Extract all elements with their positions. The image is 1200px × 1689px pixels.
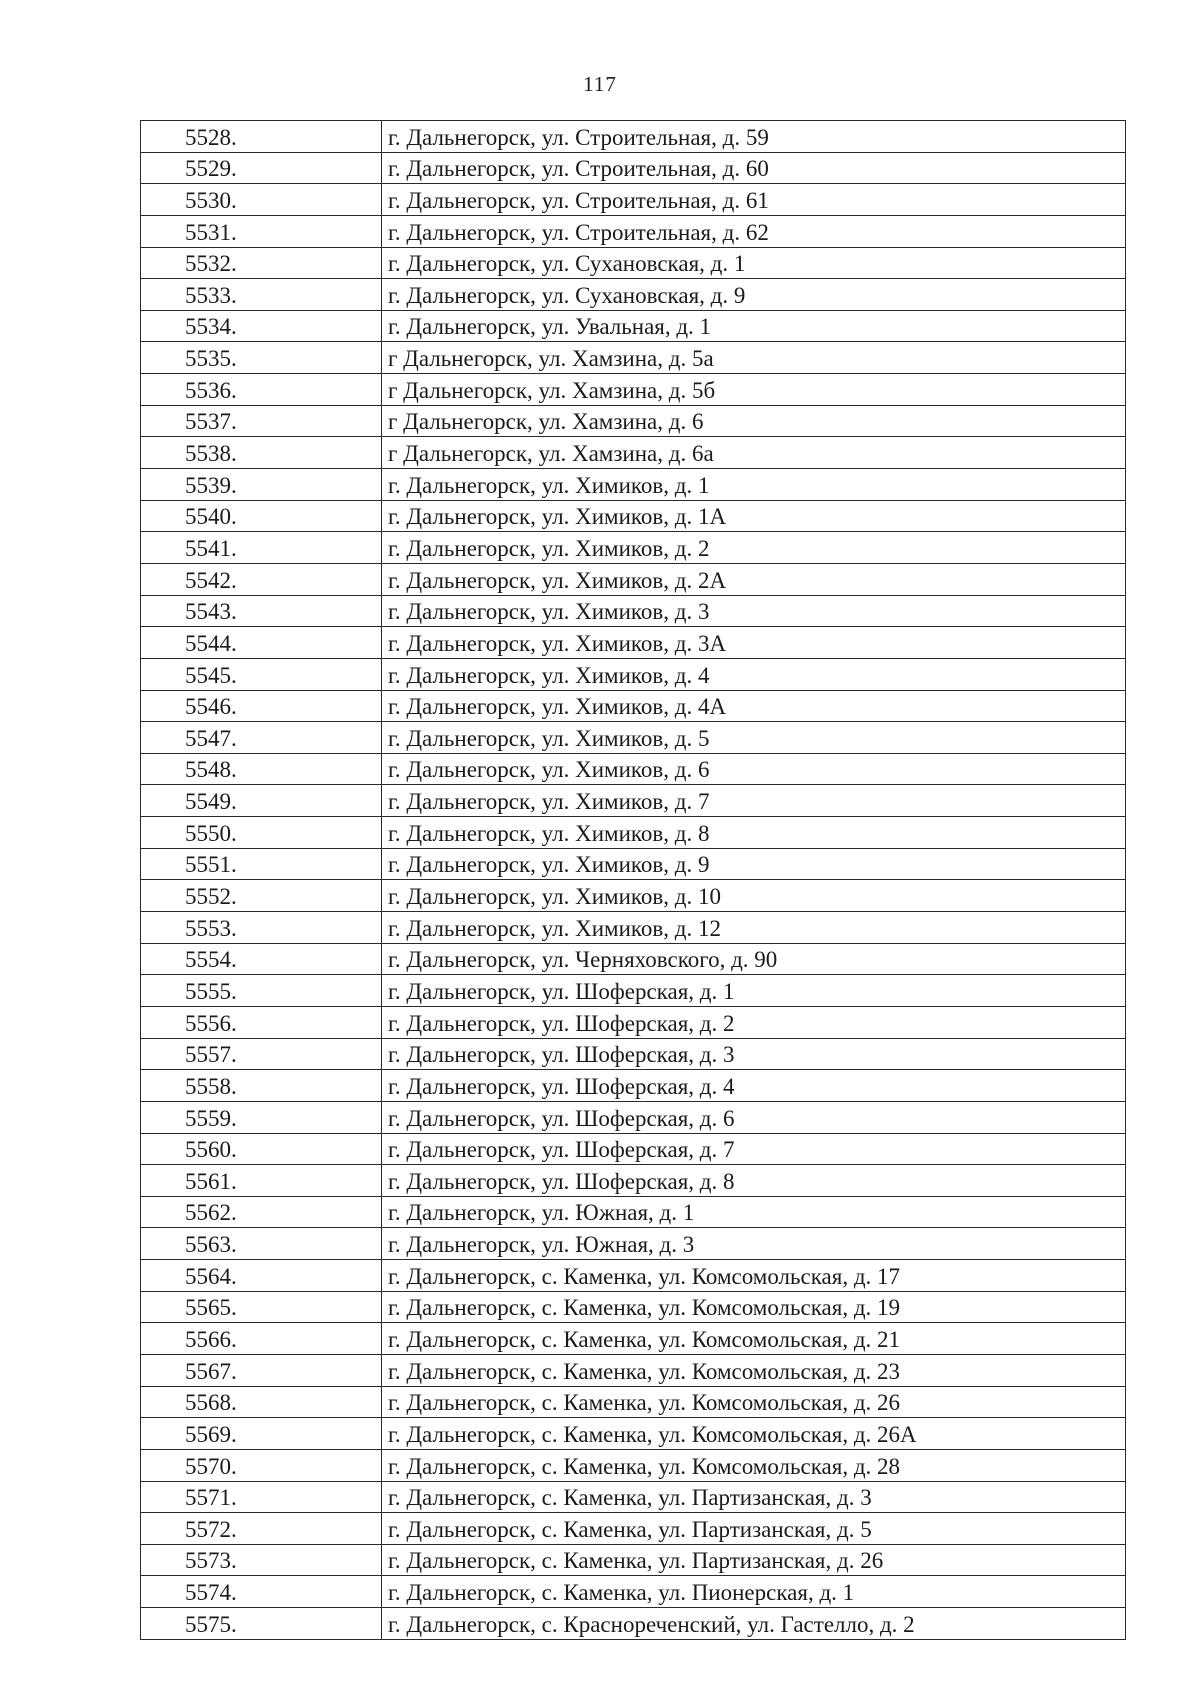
row-address: г. Дальнегорск, ул. Увальная, д. 1 bbox=[382, 310, 1126, 342]
row-address: г. Дальнегорск, ул. Черняховского, д. 90 bbox=[382, 943, 1126, 975]
table-row bbox=[141, 1354, 1126, 1386]
table-row bbox=[141, 1165, 1126, 1197]
row-number: 5554. bbox=[141, 943, 382, 975]
row-number: 5572. bbox=[141, 1513, 382, 1545]
row-number: 5573. bbox=[141, 1544, 382, 1576]
row-number: 5548. bbox=[141, 753, 382, 785]
row-address: г. Дальнегорск, ул. Химиков, д. 1А bbox=[382, 500, 1126, 532]
row-address: г. Дальнегорск, ул. Шоферская, д. 1 bbox=[382, 975, 1126, 1007]
row-address: г. Дальнегорск, ул. Строительная, д. 59 bbox=[382, 121, 1126, 153]
row-address: г. Дальнегорск, с. Каменка, ул. Комсомольская, д. 21 bbox=[382, 1323, 1126, 1355]
row-number: 5571. bbox=[141, 1481, 382, 1513]
table-row bbox=[141, 1006, 1126, 1038]
row-number: 5537. bbox=[141, 405, 382, 437]
row-number: 5561. bbox=[141, 1165, 382, 1197]
table-row bbox=[141, 563, 1126, 595]
table-row bbox=[141, 1101, 1126, 1133]
row-number: 5541. bbox=[141, 532, 382, 564]
row-number: 5557. bbox=[141, 1038, 382, 1070]
row-number: 5534. bbox=[141, 310, 382, 342]
row-number: 5558. bbox=[141, 1070, 382, 1102]
row-number: 5569. bbox=[141, 1418, 382, 1450]
table-row bbox=[141, 1576, 1126, 1608]
table-row bbox=[141, 215, 1126, 247]
table-row bbox=[141, 785, 1126, 817]
row-address: г. Дальнегорск, ул. Химиков, д. 3А bbox=[382, 627, 1126, 659]
row-address: г. Дальнегорск, с. Каменка, ул. Комсомольская, д. 23 bbox=[382, 1354, 1126, 1386]
table-row bbox=[141, 1260, 1126, 1292]
row-address: г. Дальнегорск, ул. Химиков, д. 6 bbox=[382, 753, 1126, 785]
table-row bbox=[141, 943, 1126, 975]
row-number: 5543. bbox=[141, 595, 382, 627]
row-address: г. Дальнегорск, с. Каменка, ул. Комсомольская, д. 26 bbox=[382, 1386, 1126, 1418]
table-row bbox=[141, 690, 1126, 722]
row-number: 5565. bbox=[141, 1291, 382, 1323]
row-address: г. Дальнегорск, с. Каменка, ул. Партизанская, д. 5 bbox=[382, 1513, 1126, 1545]
row-address: г. Дальнегорск, ул. Химиков, д. 4А bbox=[382, 690, 1126, 722]
table-row bbox=[141, 975, 1126, 1007]
row-number: 5564. bbox=[141, 1260, 382, 1292]
row-number: 5546. bbox=[141, 690, 382, 722]
row-number: 5531. bbox=[141, 215, 382, 247]
row-address: г Дальнегорск, ул. Хамзина, д. 5а bbox=[382, 342, 1126, 374]
row-number: 5575. bbox=[141, 1608, 382, 1640]
row-number: 5570. bbox=[141, 1449, 382, 1481]
table-row bbox=[141, 184, 1126, 216]
row-address: г. Дальнегорск, ул. Шоферская, д. 7 bbox=[382, 1133, 1126, 1165]
row-number: 5535. bbox=[141, 342, 382, 374]
row-address: г. Дальнегорск, ул. Южная, д. 1 bbox=[382, 1196, 1126, 1228]
row-address: г. Дальнегорск, ул. Шоферская, д. 4 bbox=[382, 1070, 1126, 1102]
row-number: 5540. bbox=[141, 500, 382, 532]
table-row bbox=[141, 247, 1126, 279]
table-row bbox=[141, 1544, 1126, 1576]
table-row bbox=[141, 500, 1126, 532]
row-address: г. Дальнегорск, с. Каменка, ул. Комсомольская, д. 26А bbox=[382, 1418, 1126, 1450]
address-table-body bbox=[141, 121, 1126, 1640]
row-address: г. Дальнегорск, ул. Шоферская, д. 6 bbox=[382, 1101, 1126, 1133]
row-address: г. Дальнегорск, с. Каменка, ул. Партизанская, д. 26 bbox=[382, 1544, 1126, 1576]
row-number: 5528. bbox=[141, 121, 382, 153]
row-address: г Дальнегорск, ул. Хамзина, д. 6 bbox=[382, 405, 1126, 437]
table-row bbox=[141, 817, 1126, 849]
table-row bbox=[141, 1481, 1126, 1513]
row-address: г. Дальнегорск, ул. Химиков, д. 10 bbox=[382, 880, 1126, 912]
row-address: г. Дальнегорск, ул. Химиков, д. 2 bbox=[382, 532, 1126, 564]
table-row bbox=[141, 342, 1126, 374]
table-row bbox=[141, 595, 1126, 627]
table-row bbox=[141, 658, 1126, 690]
row-number: 5552. bbox=[141, 880, 382, 912]
row-address: г. Дальнегорск, ул. Химиков, д. 7 bbox=[382, 785, 1126, 817]
table-row bbox=[141, 469, 1126, 501]
row-number: 5545. bbox=[141, 658, 382, 690]
row-address: г. Дальнегорск, ул. Шоферская, д. 8 bbox=[382, 1165, 1126, 1197]
row-number: 5532. bbox=[141, 247, 382, 279]
table-row bbox=[141, 722, 1126, 754]
row-number: 5566. bbox=[141, 1323, 382, 1355]
table-row bbox=[141, 848, 1126, 880]
table-row bbox=[141, 912, 1126, 944]
table-row bbox=[141, 310, 1126, 342]
page-number: 117 bbox=[583, 72, 617, 96]
row-number: 5544. bbox=[141, 627, 382, 659]
row-address: г. Дальнегорск, ул. Сухановская, д. 1 bbox=[382, 247, 1126, 279]
row-number: 5559. bbox=[141, 1101, 382, 1133]
row-address: г. Дальнегорск, ул. Химиков, д. 5 bbox=[382, 722, 1126, 754]
row-address: г. Дальнегорск, с. Каменка, ул. Комсомольская, д. 19 bbox=[382, 1291, 1126, 1323]
table-row bbox=[141, 627, 1126, 659]
row-number: 5549. bbox=[141, 785, 382, 817]
row-address: г. Дальнегорск, с. Каменка, ул. Комсомольская, д. 17 bbox=[382, 1260, 1126, 1292]
row-address: г. Дальнегорск, с. Каменка, ул. Комсомольская, д. 28 bbox=[382, 1449, 1126, 1481]
row-number: 5538. bbox=[141, 437, 382, 469]
table-row bbox=[141, 532, 1126, 564]
row-address: г. Дальнегорск, ул. Химиков, д. 9 bbox=[382, 848, 1126, 880]
row-address: г. Дальнегорск, ул. Строительная, д. 61 bbox=[382, 184, 1126, 216]
row-number: 5536. bbox=[141, 374, 382, 406]
address-table bbox=[140, 120, 1126, 1640]
row-address: г. Дальнегорск, ул. Южная, д. 3 bbox=[382, 1228, 1126, 1260]
row-address: г. Дальнегорск, ул. Строительная, д. 62 bbox=[382, 215, 1126, 247]
row-address: г. Дальнегорск, ул. Химиков, д. 4 bbox=[382, 658, 1126, 690]
table-row bbox=[141, 1449, 1126, 1481]
row-address: г. Дальнегорск, ул. Химиков, д. 12 bbox=[382, 912, 1126, 944]
table-row bbox=[141, 279, 1126, 311]
row-number: 5553. bbox=[141, 912, 382, 944]
row-address: г Дальнегорск, ул. Хамзина, д. 5б bbox=[382, 374, 1126, 406]
table-row bbox=[141, 1038, 1126, 1070]
table-row bbox=[141, 152, 1126, 184]
row-number: 5562. bbox=[141, 1196, 382, 1228]
table-row bbox=[141, 437, 1126, 469]
table-row bbox=[141, 1133, 1126, 1165]
row-number: 5529. bbox=[141, 152, 382, 184]
table-row bbox=[141, 1513, 1126, 1545]
row-address: г. Дальнегорск, ул. Химиков, д. 2А bbox=[382, 563, 1126, 595]
table-row bbox=[141, 1070, 1126, 1102]
table-row bbox=[141, 1228, 1126, 1260]
table-row bbox=[141, 753, 1126, 785]
row-number: 5530. bbox=[141, 184, 382, 216]
table-row bbox=[141, 1291, 1126, 1323]
row-number: 5556. bbox=[141, 1006, 382, 1038]
row-number: 5533. bbox=[141, 279, 382, 311]
row-number: 5542. bbox=[141, 563, 382, 595]
row-address: г Дальнегорск, ул. Хамзина, д. 6а bbox=[382, 437, 1126, 469]
row-address: г. Дальнегорск, ул. Химиков, д. 1 bbox=[382, 469, 1126, 501]
table-row bbox=[141, 1323, 1126, 1355]
table-row bbox=[141, 121, 1126, 153]
row-address: г. Дальнегорск, с. Каменка, ул. Партизанская, д. 3 bbox=[382, 1481, 1126, 1513]
row-number: 5560. bbox=[141, 1133, 382, 1165]
table-row bbox=[141, 374, 1126, 406]
row-number: 5539. bbox=[141, 469, 382, 501]
row-address: г. Дальнегорск, ул. Сухановская, д. 9 bbox=[382, 279, 1126, 311]
row-address: г. Дальнегорск, ул. Химиков, д. 8 bbox=[382, 817, 1126, 849]
row-address: г. Дальнегорск, ул. Шоферская, д. 3 bbox=[382, 1038, 1126, 1070]
row-number: 5551. bbox=[141, 848, 382, 880]
row-address: г. Дальнегорск, ул. Строительная, д. 60 bbox=[382, 152, 1126, 184]
row-number: 5547. bbox=[141, 722, 382, 754]
table-row bbox=[141, 880, 1126, 912]
row-number: 5568. bbox=[141, 1386, 382, 1418]
row-number: 5567. bbox=[141, 1354, 382, 1386]
table-row bbox=[141, 1418, 1126, 1450]
table-row bbox=[141, 1608, 1126, 1640]
row-address: г. Дальнегорск, ул. Шоферская, д. 2 bbox=[382, 1006, 1126, 1038]
row-address: г. Дальнегорск, с. Каменка, ул. Пионерская, д. 1 bbox=[382, 1576, 1126, 1608]
row-address: г. Дальнегорск, с. Краснореченский, ул. Гастелло, д. 2 bbox=[382, 1608, 1126, 1640]
table-row bbox=[141, 405, 1126, 437]
table-row bbox=[141, 1196, 1126, 1228]
row-number: 5555. bbox=[141, 975, 382, 1007]
row-number: 5550. bbox=[141, 817, 382, 849]
row-address: г. Дальнегорск, ул. Химиков, д. 3 bbox=[382, 595, 1126, 627]
row-number: 5563. bbox=[141, 1228, 382, 1260]
row-number: 5574. bbox=[141, 1576, 382, 1608]
table-row bbox=[141, 1386, 1126, 1418]
